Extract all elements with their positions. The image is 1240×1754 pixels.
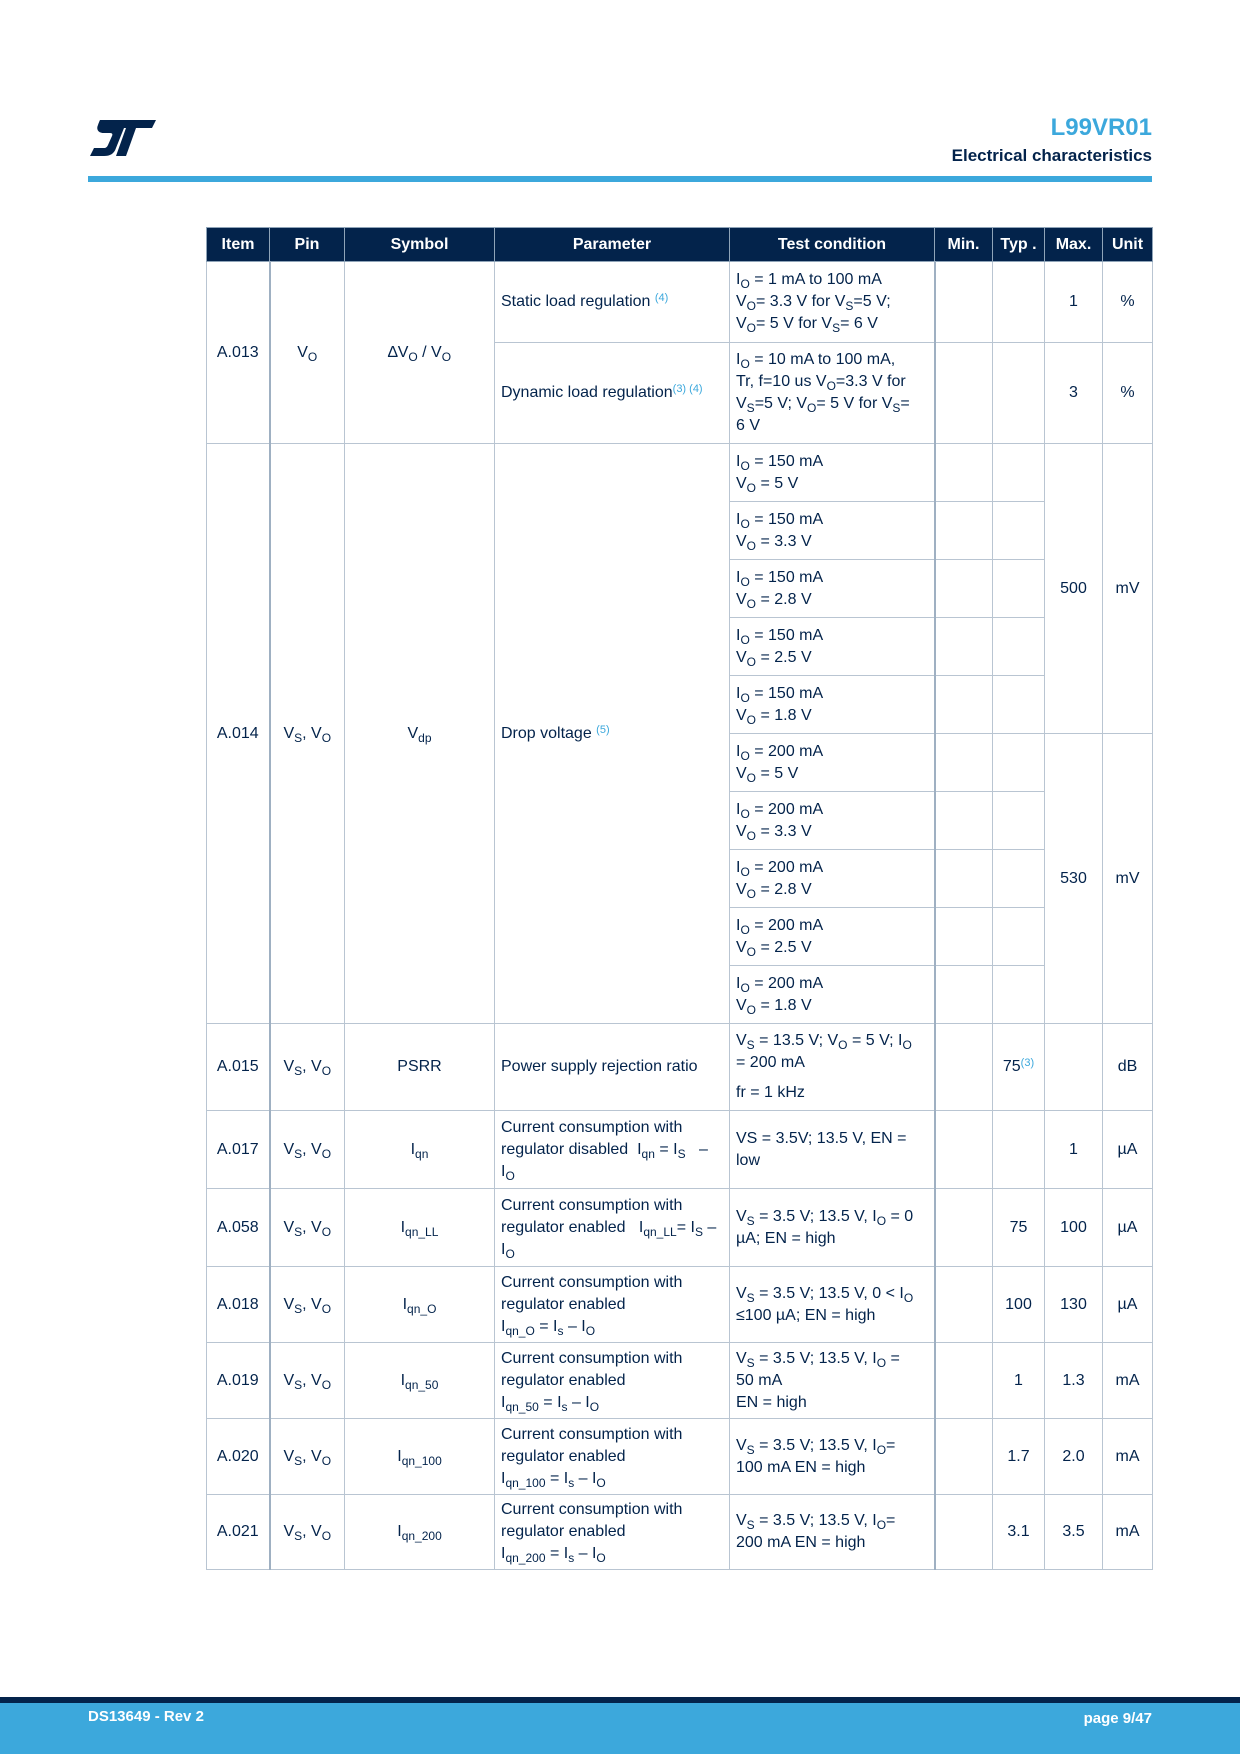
electrical-characteristics-table: [206, 227, 1153, 1570]
parameter-cell: Current consumption with regulator disabled $I_{qn} = I_S - I_O$: [495, 1111, 730, 1189]
item-cell: A.013: [207, 262, 270, 444]
item-cell: A.015: [207, 1024, 270, 1111]
max-cell: 530: [1045, 734, 1103, 1024]
st-logo: [88, 118, 158, 158]
typ-cell: [993, 734, 1045, 792]
typ-cell: [993, 343, 1045, 444]
min-cell: [935, 908, 993, 966]
col-header-item: Item: [207, 228, 270, 262]
condition-cell: $I_O = 150$ mA $V_O = 2.5$ V: [730, 618, 935, 676]
unit-cell: %: [1103, 343, 1153, 444]
min-cell: [935, 262, 993, 343]
pin-cell: $V_S$, $V_O$: [270, 1024, 345, 1111]
item-cell: A.020: [207, 1419, 270, 1495]
condition-cell: $I_O = 200$ mA $V_O = 5$ V: [730, 734, 935, 792]
footer-page-number: page 9/47: [1083, 1710, 1152, 1727]
condition-cell: $I_O = 150$ mA $V_O = 3.3$ V: [730, 502, 935, 560]
typ-cell: [993, 444, 1045, 502]
condition-cell: $I_O = 10$ mA to 100 mA, Tr, f=10 us $V_O=3.3$ V for $V_S=5$ V; $V_O= 5$ V for $V_S=$ 6 V: [730, 343, 935, 444]
max-cell: 130: [1045, 1267, 1103, 1343]
pin-cell: $V_S$, $V_O$: [270, 1495, 345, 1570]
pin-cell: $V_S$, $V_O$: [270, 1419, 345, 1495]
col-header-unit: Unit: [1103, 228, 1153, 262]
parameter-cell: Current consumption with regulator enabled $I_{qn\_LL}= I_S - I_O$: [495, 1189, 730, 1267]
min-cell: [935, 1189, 993, 1267]
min-cell: [935, 444, 993, 502]
min-cell: [935, 618, 993, 676]
table-row: [207, 1343, 1153, 1419]
pin-cell: $V_S$, $V_O$: [270, 1189, 345, 1267]
condition-cell: $I_O = 200$ mA $V_O = 2.8$ V: [730, 850, 935, 908]
typ-cell: [993, 676, 1045, 734]
section-title: Electrical characteristics: [951, 146, 1152, 165]
min-cell: [935, 1419, 993, 1495]
max-cell: 500: [1045, 444, 1103, 734]
item-cell: A.021: [207, 1495, 270, 1570]
table-row: [207, 262, 1153, 343]
typ-cell: [993, 560, 1045, 618]
min-cell: [935, 676, 993, 734]
symbol-cell: PSRR: [345, 1024, 495, 1111]
typ-cell: [993, 618, 1045, 676]
footer-doc-id: DS13649 - Rev 2: [88, 1708, 204, 1725]
min-cell: [935, 560, 993, 618]
table-row: [207, 1267, 1153, 1343]
table-row: [207, 1024, 1153, 1111]
unit-cell: mV: [1103, 444, 1153, 734]
typ-cell: 1: [993, 1343, 1045, 1419]
min-cell: [935, 1267, 993, 1343]
typ-cell: [993, 966, 1045, 1024]
condition-cell: $I_O = 1$ mA to 100 mA $V_O= 3.3$ V for $V_S=5$ V; $V_O= 5$ V for $V_S= 6$ V: [730, 262, 935, 343]
max-cell: 1: [1045, 262, 1103, 343]
col-header-min: Min.: [935, 228, 993, 262]
col-header-pin: Pin: [270, 228, 345, 262]
condition-cell: $V_S = 3.5$ V; 13.5 V, $I_O=$ 100 mA EN = high: [730, 1419, 935, 1495]
typ-cell: 75: [993, 1189, 1045, 1267]
max-cell: 3: [1045, 343, 1103, 444]
symbol-cell: $I_{qn\_LL}$: [345, 1189, 495, 1267]
unit-cell: mA: [1103, 1419, 1153, 1495]
pin-cell: $V_S$, $V_O$: [270, 444, 345, 1024]
typ-cell: [993, 792, 1045, 850]
min-cell: [935, 734, 993, 792]
col-header-parameter: Parameter: [495, 228, 730, 262]
parameter-cell: Current consumption with regulator enabled $I_{qn\_200} = I_s - I_O$: [495, 1495, 730, 1570]
max-cell: [1045, 1024, 1103, 1111]
typ-cell: 3.1: [993, 1495, 1045, 1570]
parameter-cell: Current consumption with regulator enabled $I_{qn\_50} = I_s - I_O$: [495, 1343, 730, 1419]
symbol-cell: $I_{qn\_O}$: [345, 1267, 495, 1343]
table-row: [207, 1495, 1153, 1570]
unit-cell: µA: [1103, 1111, 1153, 1189]
min-cell: [935, 1343, 993, 1419]
item-cell: A.058: [207, 1189, 270, 1267]
table-row: [207, 1419, 1153, 1495]
unit-cell: mA: [1103, 1495, 1153, 1570]
symbol-cell: $\Delta V_O / V_O$: [345, 262, 495, 444]
typ-cell: [993, 262, 1045, 343]
max-cell: 1.3: [1045, 1343, 1103, 1419]
unit-cell: mA: [1103, 1343, 1153, 1419]
col-header-typ: Typ .: [993, 228, 1045, 262]
symbol-cell: $I_{qn\_100}$: [345, 1419, 495, 1495]
min-cell: [935, 966, 993, 1024]
parameter-cell: Drop voltage $^{(5)}$: [495, 444, 730, 1024]
pin-cell: $V_O$: [270, 262, 345, 444]
parameter-cell: Static load regulation $^{(4)}$: [495, 262, 730, 343]
typ-cell: [993, 908, 1045, 966]
condition-cell: $V_S = 3.5$ V; 13.5 V, $I_O=$ 200 mA EN = high: [730, 1495, 935, 1570]
unit-cell: µA: [1103, 1267, 1153, 1343]
min-cell: [935, 502, 993, 560]
condition-cell: $V_S = 3.5$ V; 13.5 V, $I_O$ = 50 mA EN = high: [730, 1343, 935, 1419]
condition-cell: $I_O = 150$ mA $V_O = 5$ V: [730, 444, 935, 502]
pin-cell: $V_S$, $V_O$: [270, 1343, 345, 1419]
item-cell: A.018: [207, 1267, 270, 1343]
symbol-cell: $I_{qn\_200}$: [345, 1495, 495, 1570]
unit-cell: dB: [1103, 1024, 1153, 1111]
col-header-symbol: Symbol: [345, 228, 495, 262]
unit-cell: µA: [1103, 1189, 1153, 1267]
parameter-cell: Current consumption with regulator enabled $I_{qn\_100} = I_s - I_O$: [495, 1419, 730, 1495]
max-cell: 2.0: [1045, 1419, 1103, 1495]
pin-cell: $V_S$, $V_O$: [270, 1267, 345, 1343]
condition-cell: $I_O = 200$ mA $V_O = 3.3$ V: [730, 792, 935, 850]
typ-cell: 1.7: [993, 1419, 1045, 1495]
typ-cell: [993, 1111, 1045, 1189]
condition-cell: $I_O = 150$ mA $V_O = 2.8$ V: [730, 560, 935, 618]
typ-cell: [993, 502, 1045, 560]
max-cell: 100: [1045, 1189, 1103, 1267]
table-row: [207, 1111, 1153, 1189]
item-cell: A.017: [207, 1111, 270, 1189]
item-cell: A.014: [207, 444, 270, 1024]
document-title: L99VR01: [1050, 114, 1152, 141]
pin-cell: $V_S$, $V_O$: [270, 1111, 345, 1189]
typ-cell: 100: [993, 1267, 1045, 1343]
min-cell: [935, 1495, 993, 1570]
condition-cell: VS = 3.5V; 13.5 V, EN = low: [730, 1111, 935, 1189]
typ-cell: 75$^{(3)}$: [993, 1024, 1045, 1111]
table-row: [207, 1189, 1153, 1267]
min-cell: [935, 1111, 993, 1189]
min-cell: [935, 1024, 993, 1111]
col-header-max: Max.: [1045, 228, 1103, 262]
min-cell: [935, 792, 993, 850]
min-cell: [935, 343, 993, 444]
parameter-cell: Current consumption with regulator enabled $I_{qn\_O} = I_s - I_O$: [495, 1267, 730, 1343]
condition-cell: $V_S = 13.5$ V; $V_O = 5$ V; $I_O$ = 200 mA fr = 1 kHz: [730, 1024, 935, 1111]
parameter-cell: Dynamic load regulation$^{(3) (4)}$: [495, 343, 730, 444]
condition-cell: $V_S = 3.5$ V; 13.5 V, $0 < I_O$ ≤100 µA; EN = high: [730, 1267, 935, 1343]
symbol-cell: $V_{dp}$: [345, 444, 495, 1024]
table-row: [207, 444, 1153, 502]
item-cell: A.019: [207, 1343, 270, 1419]
symbol-cell: $I_{qn}$: [345, 1111, 495, 1189]
condition-cell: $V_S = 3.5$ V; 13.5 V, $I_O = 0$ µA; EN = high: [730, 1189, 935, 1267]
parameter-cell: Power supply rejection ratio: [495, 1024, 730, 1111]
max-cell: 1: [1045, 1111, 1103, 1189]
table-header-row: [207, 228, 1153, 262]
col-header-test-condition: Test condition: [730, 228, 935, 262]
symbol-cell: $I_{qn\_50}$: [345, 1343, 495, 1419]
condition-cell: $I_O = 200$ mA $V_O = 2.5$ V: [730, 908, 935, 966]
typ-cell: [993, 850, 1045, 908]
condition-cell: $I_O = 200$ mA $V_O = 1.8$ V: [730, 966, 935, 1024]
header-rule: [88, 176, 1152, 182]
max-cell: 3.5: [1045, 1495, 1103, 1570]
unit-cell: %: [1103, 262, 1153, 343]
unit-cell: mV: [1103, 734, 1153, 1024]
min-cell: [935, 850, 993, 908]
condition-cell: $I_O = 150$ mA $V_O = 1.8$ V: [730, 676, 935, 734]
